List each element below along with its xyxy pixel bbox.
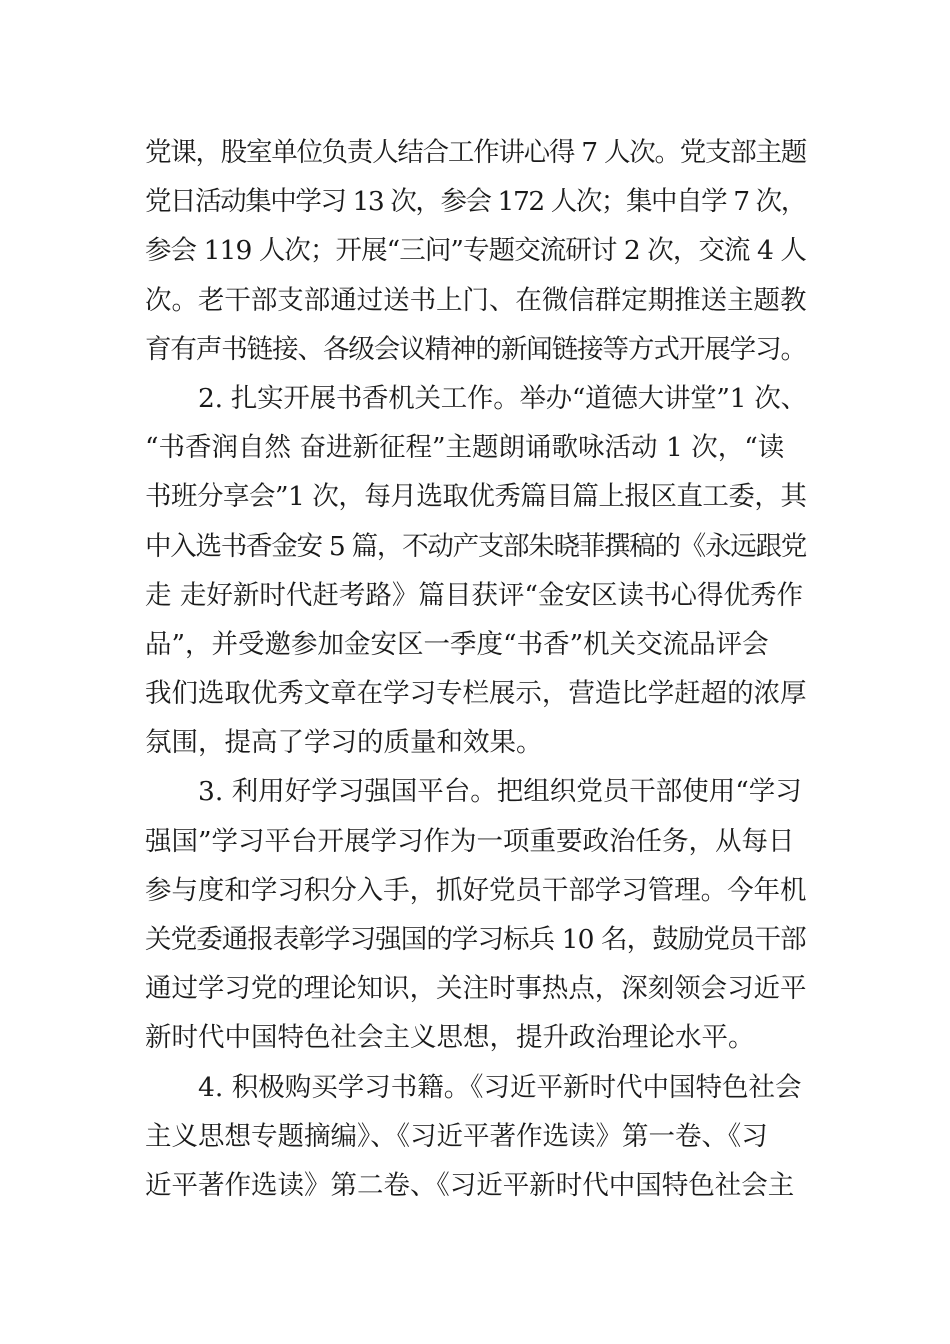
paragraph-line: 关党委通报表彰学习强国的学习标兵 10 名，鼓励党员干部 xyxy=(145,924,806,955)
paragraph-1 xyxy=(145,128,807,374)
paragraph-line: 书班分享会”1 次，每月选取优秀篇目篇上报区直工委，其 xyxy=(145,481,807,513)
paragraph-line: 参会 119 人次；开展“三问”专题交流研讨 2 次，交流 4 人 xyxy=(145,235,806,267)
paragraph-line: 走 走好新时代赶考路》篇目获评“金安区读书心得优秀作 xyxy=(145,579,803,611)
paragraph-line: 强国”学习平台开展学习作为一项重要政治任务，从每日 xyxy=(145,825,795,857)
paragraph-line: 新时代中国特色社会主义思想，提升政治理论水平。 xyxy=(145,1022,755,1054)
document-body xyxy=(145,128,807,1210)
paragraph-line: 2. 扎实开展书香机关工作。举办“道德大讲堂”1 次、 xyxy=(198,382,807,414)
paragraph-line: 氛围，提高了学习的质量和效果。 xyxy=(145,727,543,759)
paragraph-4 xyxy=(145,1063,807,1211)
paragraph-line: 参与度和学习积分入手，抓好党员干部学习管理。今年机 xyxy=(145,874,807,906)
paragraph-line: 我们选取优秀文章在学习专栏展示，营造比学赶超的浓厚 xyxy=(145,678,807,710)
paragraph-line: 党日活动集中学习 13 次，参会 172 人次；集中自学 7 次， xyxy=(145,186,806,218)
paragraph-line: 通过学习党的理论知识，关注时事热点，深刻领会习近平 xyxy=(145,973,807,1005)
paragraph-line: “书香润自然 奋进新征程”主题朗诵歌咏活动 1 次，“读 xyxy=(145,432,785,464)
paragraph-line: 次。老干部支部通过送书上门、在微信群定期推送主题教 xyxy=(145,284,807,316)
paragraph-line: 近平著作选读》第二卷、《习近平新时代中国特色社会主 xyxy=(145,1169,795,1201)
paragraph-line: 中入选书香金安 5 篇，不动产支部朱晓菲撰稿的《永远跟党 xyxy=(145,530,806,562)
paragraph-line: 3. 利用好学习强国平台。把组织党员干部使用“学习 xyxy=(198,776,802,808)
paragraph-line: 育有声书链接、各级会议精神的新闻链接等方式开展学习。 xyxy=(145,333,806,365)
paragraph-line: 品”，并受邀参加金安区一季度“书香”机关交流品评会 xyxy=(145,628,769,660)
paragraph-line: 4. 积极购买学习书籍。《习近平新时代中国特色社会 xyxy=(198,1071,802,1103)
paragraph-3 xyxy=(145,767,807,1062)
paragraph-line: 主义思想专题摘编》、《习近平著作选读》第一卷、《习 xyxy=(145,1120,768,1152)
paragraph-2 xyxy=(145,374,807,768)
paragraph-line: 党课，股室单位负责人结合工作讲心得 7 人次。党支部主题 xyxy=(145,137,806,168)
